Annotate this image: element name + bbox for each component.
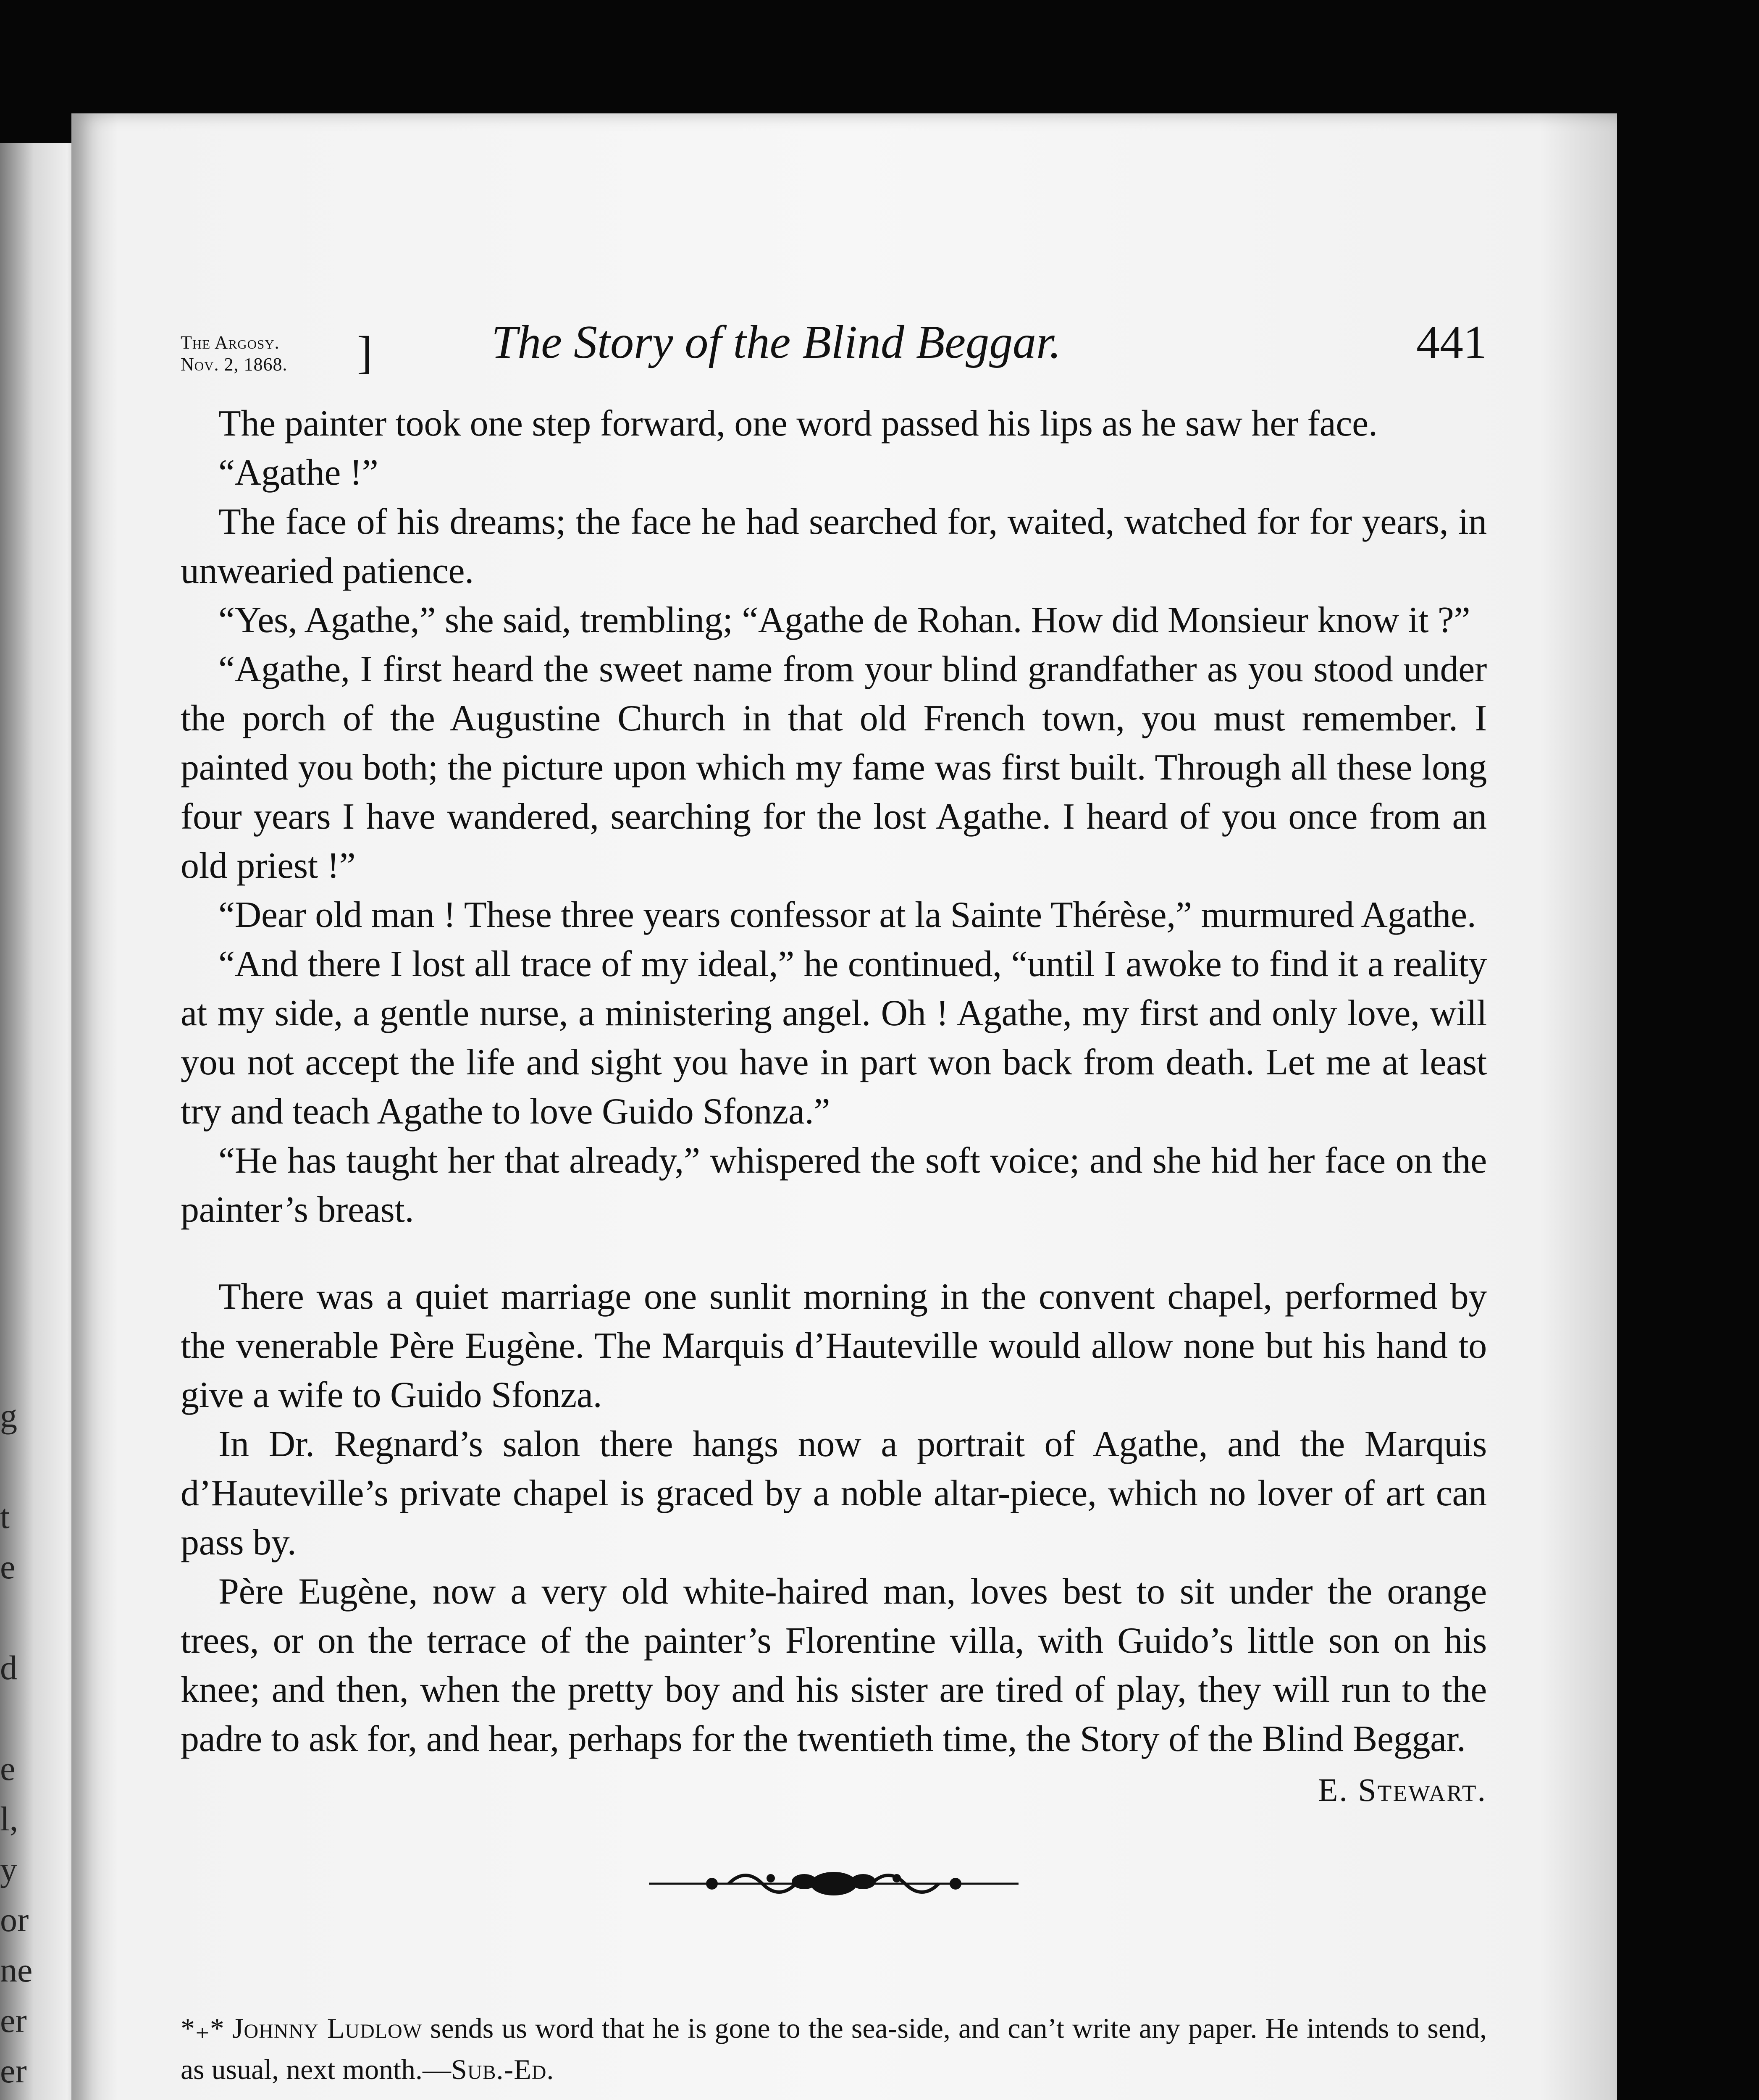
fragment: or bbox=[0, 1900, 29, 1939]
ornament-divider-icon bbox=[645, 1865, 1023, 1903]
note-name: Johnny Ludlow bbox=[232, 2012, 423, 2044]
fragment: g bbox=[0, 1396, 17, 1435]
paragraph: “Agathe !” bbox=[218, 452, 378, 493]
issue-date: Nov. 2, 1868. bbox=[181, 354, 288, 375]
paragraph: In Dr. Regnard’s salon there hangs now a portrait of Agathe, and the Marquis d’Hauteville’s private chapel is graced by a noble altar-piece, which no lover of art can pass by. bbox=[181, 1424, 1487, 1563]
paragraph: The painter took one step forward, one word passed his lips as he saw her face. bbox=[218, 403, 1378, 444]
running-head bbox=[181, 315, 1487, 399]
fragment: e bbox=[0, 1548, 16, 1586]
fragment: t bbox=[0, 1497, 10, 1536]
fragment: y bbox=[0, 1850, 17, 1888]
page-content bbox=[181, 315, 1487, 2090]
paragraph: “And there I lost all trace of my ideal,” he continued, “until I awoke to find it a reality at my side, a gentle nurse, a ministering angel. Oh ! Agathe, my first and only love, will you not accept the life and sight you have in part won back from death. Let me at least try and teach Agathe to love Guido Sfonza.” bbox=[181, 944, 1487, 1132]
page-title: The Story of the Blind Beggar. bbox=[491, 316, 1061, 368]
fragment: er bbox=[0, 2001, 27, 2040]
paragraph: “Agathe, I first heard the sweet name from your blind grandfather as you stood under the porch of the Augustine Church in that old French town, you must remember. I painted you both; the picture upon which my fame was first built. Through all these long four years I have wandered, searching for the lost Agathe. I heard of you once from an old priest !” bbox=[181, 649, 1487, 886]
fragment: ne bbox=[0, 1951, 33, 1989]
author-signature: E. Stewart. bbox=[1318, 1772, 1487, 1808]
page-number: 441 bbox=[1416, 316, 1487, 368]
paragraph: There was a quiet marriage one sunlit morning in the convent chapel, performed by the venerable Père Eugène. The Marquis d’Hauteville would allow none but his hand to give a wife to Guido Sfonza. bbox=[181, 1276, 1487, 1415]
fragment: e bbox=[0, 1749, 16, 1788]
fragment: d bbox=[0, 1648, 17, 1687]
editor-note bbox=[181, 2008, 1487, 2090]
story-text bbox=[181, 399, 1487, 1764]
publication-info bbox=[181, 327, 373, 378]
paragraph: The face of his dreams; the face he had searched for, waited, watched for for years, in unwearied patience. bbox=[181, 501, 1487, 591]
publication-name: The Argosy. bbox=[181, 332, 280, 353]
book-page bbox=[71, 113, 1617, 2100]
note-editor: Sub.-Ed. bbox=[451, 2053, 554, 2085]
paragraph: “He has taught her that already,” whispered the soft voice; and she hid her face on the painter’s breast. bbox=[181, 1140, 1487, 1230]
note-text: sends us word that he is gone to the sea-side, and can’t write any paper. He intends to send, as usual, next month.— bbox=[181, 2012, 1487, 2085]
fragment: er bbox=[0, 2052, 27, 2090]
bracket-glyph: ] bbox=[357, 327, 373, 378]
fragment: l, bbox=[0, 1800, 18, 1838]
paragraph: Père Eugène, now a very old white-haired man, loves best to sit under the orange trees, or on the terrace of the painter’s Florentine villa, with Guido’s little son on his knee; and then, when the pretty boy and his sister are tired of play, they will run to the padre to ask for, and hear, perhaps for the twentieth time, the Story of the Blind Beggar. bbox=[181, 1571, 1487, 1759]
paragraph: “Dear old man ! These three years confessor at la Sainte Thérèse,” murmured Agathe. bbox=[218, 895, 1476, 935]
note-asterisks: *₊* bbox=[181, 2012, 224, 2044]
paragraph: “Yes, Agathe,” she said, trembling; “Agathe de Rohan. How did Monsieur know it ?” bbox=[218, 600, 1470, 640]
